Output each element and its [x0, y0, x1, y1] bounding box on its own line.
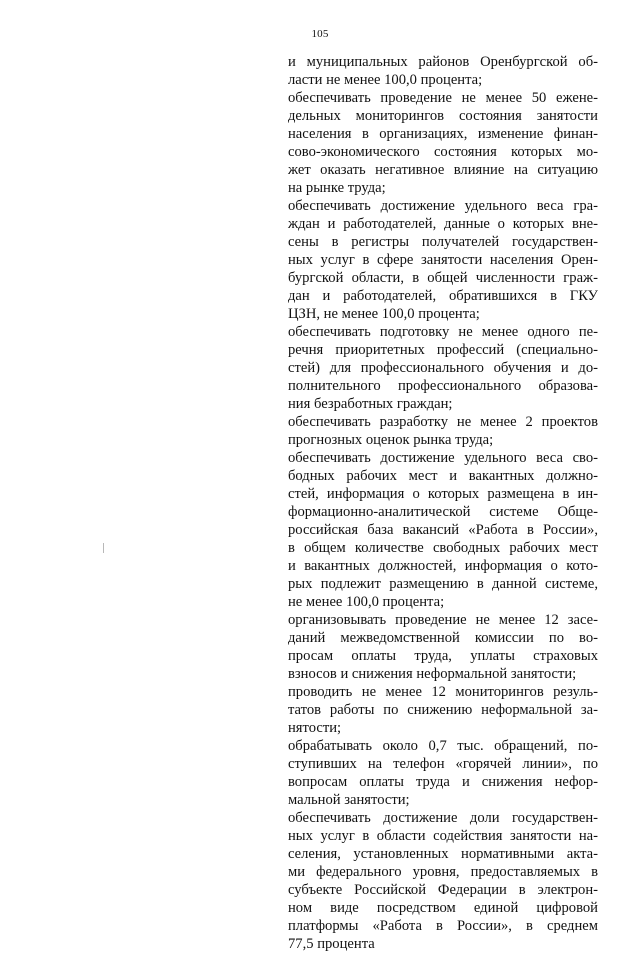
text-line: и муниципальных районов Оренбургской об-	[288, 54, 598, 70]
text-line: 77,5 процента	[288, 936, 375, 952]
text-line: ном виде посредством единой цифровой	[288, 900, 598, 916]
text-line: обрабатывать около 0,7 тыс. обращений, по-	[288, 738, 598, 754]
text-line: в общем количестве свободных рабочих мест	[288, 540, 598, 556]
text-line: просам оплаты труда, уплаты страховых	[288, 648, 598, 664]
text-line: ласти не менее 100,0 процента;	[288, 72, 483, 88]
text-line: населения в организациях, изменение финан-	[288, 126, 598, 142]
text-line: проводить не менее 12 мониторингов резуль-	[288, 684, 598, 700]
text-line: речня приоритетных профессий (специально-	[288, 342, 598, 358]
text-line: рых подлежит размещению в данной системе,	[288, 576, 598, 592]
text-line: стей, информация о которых размещена в ин-	[288, 486, 598, 502]
text-line: нятости;	[288, 720, 342, 736]
page-number: 105	[311, 28, 329, 40]
text-line: сены в регистры получателей государствен-	[288, 234, 598, 250]
text-line: ми федерального уровня, предоставляемых в	[288, 864, 598, 880]
text-line: дан и работодателей, обратившихся в ГКУ	[288, 288, 598, 304]
text-line: формационно-аналитической системе Обще-	[288, 504, 598, 520]
text-line: бодных рабочих мест и вакантных должно-	[288, 468, 598, 484]
text-line: мальной занятости;	[288, 792, 410, 808]
text-line: обеспечивать разработку не менее 2 проектов	[288, 414, 598, 430]
text-line: полнительного профессионального образова-	[288, 378, 598, 394]
text-line: стей) для профессионального обучения и до-	[288, 360, 598, 376]
text-line: бургской области, в общей численности граж-	[288, 270, 598, 286]
text-line: платформы «Работа в России», в среднем	[288, 918, 598, 934]
text-line: вопросам оплаты труда и снижения нефор-	[288, 774, 598, 790]
text-line: обеспечивать проведение не менее 50 еженe-	[288, 90, 598, 106]
text-line: ступивших на телефон «горячей линии», по	[288, 756, 598, 772]
text-line: ных услуг в сфере занятости населения Орен-	[288, 252, 598, 268]
text-line: взносов и снижения неформальной занятости;	[288, 666, 577, 682]
text-line: даний межведомственной комиссии по во-	[288, 630, 598, 646]
text-line: прогнозных оценок рынка труда;	[288, 432, 494, 448]
scan-margin-mark	[103, 543, 104, 553]
text-line: субъекте Российской Федерации в электрон-	[288, 882, 598, 898]
text-line: российская база вакансий «Работа в России»,	[288, 522, 598, 538]
text-line: и вакантных должностей, информация о кото-	[288, 558, 598, 574]
text-line: татов работы по снижению неформальной за-	[288, 702, 598, 718]
text-line: обеспечивать достижение удельного веса сво-	[288, 450, 598, 466]
text-line: не менее 100,0 процента;	[288, 594, 445, 610]
text-line: ЦЗН, не менее 100,0 процента;	[288, 306, 480, 322]
text-line: обеспечивать подготовку не менее одного пе-	[288, 324, 598, 340]
text-line: обеспечивать достижение доли государствен-	[288, 810, 598, 826]
text-line: селения, установленных нормативными акта-	[288, 846, 598, 862]
text-line: дельных мониторингов состояния занятости	[288, 108, 598, 124]
text-line: организовывать проведение не менее 12 засе-	[288, 612, 598, 628]
text-line: обеспечивать достижение удельного веса гра-	[288, 198, 598, 214]
text-line: сово-экономического состояния которых мо-	[288, 144, 598, 160]
text-line: на рынке труда;	[288, 180, 386, 196]
text-line: жет оказать негативное влияние на ситуацию	[288, 162, 598, 178]
body-text-column	[288, 53, 598, 953]
text-line: ждан и работодателей, данные о которых вне-	[288, 216, 598, 232]
text-line: ных услуг в области содействия занятости на-	[288, 828, 598, 844]
text-line: ния безработных граждан;	[288, 396, 453, 412]
